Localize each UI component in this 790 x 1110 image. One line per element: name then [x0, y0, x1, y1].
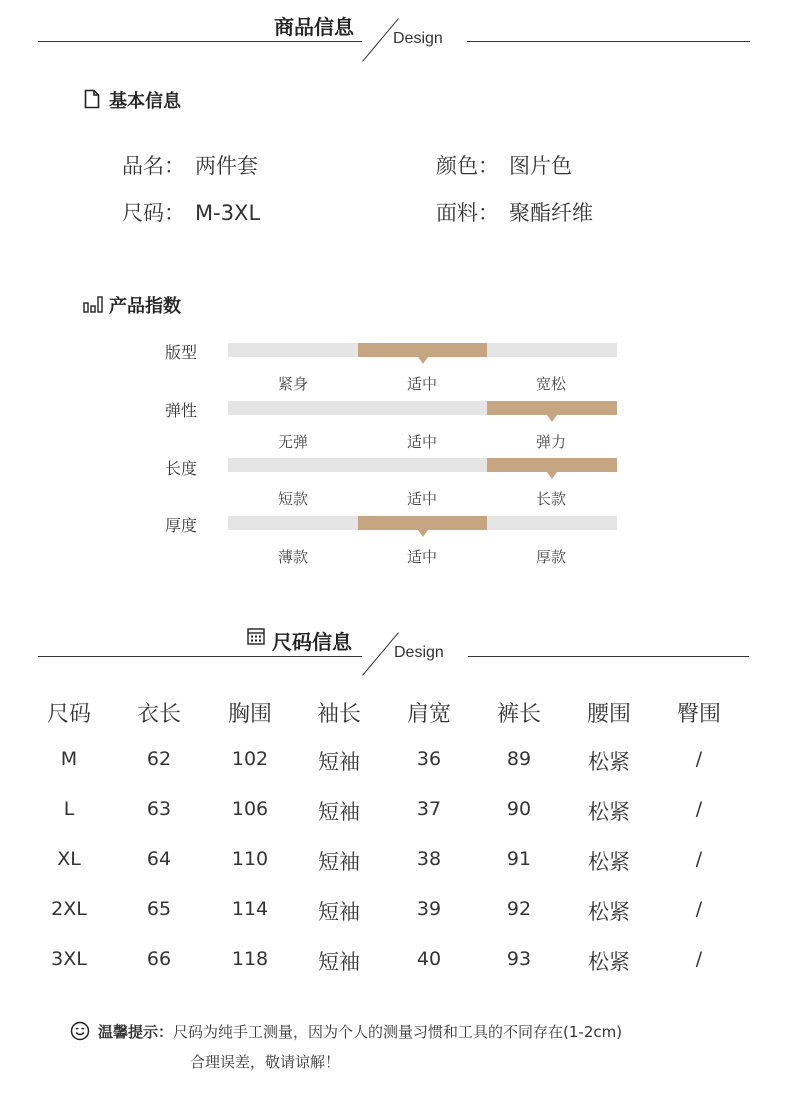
table-cell: / [695, 898, 703, 920]
table-cell: 2XL [51, 898, 87, 920]
table-header-cell: 胸围 [227, 702, 272, 727]
table-cell: 114 [231, 898, 269, 920]
table-cell: 松紧 [588, 750, 630, 774]
header-design-word: Design [394, 644, 444, 661]
index-row-label: 长度 [165, 459, 198, 478]
table-cell: 短袖 [318, 850, 360, 874]
header-right-rule [468, 656, 749, 657]
product-index-title: 产品指数 [109, 296, 181, 317]
tip-text-2: 合理误差，敬请谅解！ [190, 1053, 341, 1071]
table-cell: 短袖 [318, 950, 360, 974]
table-cell: 110 [231, 848, 269, 870]
table-cell: / [695, 948, 703, 970]
index-track [228, 343, 617, 357]
calendar-grid-icon [247, 627, 265, 645]
index-option: 无弹 [277, 433, 308, 451]
table-header-cell: 腰围 [586, 702, 631, 727]
table-cell: 63 [146, 798, 172, 820]
table-cell: 65 [146, 898, 172, 920]
basic-info-title: 基本信息 [109, 91, 181, 112]
field-value: 图片色 [509, 154, 572, 178]
index-option: 弹力 [535, 433, 566, 451]
tip-line-1 [98, 1021, 622, 1042]
table-cell: 39 [416, 898, 442, 920]
table-header-cell: 肩宽 [406, 702, 451, 727]
table-cell: 93 [506, 948, 532, 970]
index-option: 适中 [406, 490, 437, 508]
table-cell: / [695, 848, 703, 870]
index-track [228, 516, 617, 530]
index-option: 厚款 [535, 548, 566, 566]
table-cell: 64 [146, 848, 172, 870]
table-cell: 62 [146, 748, 172, 770]
table-cell: 91 [506, 848, 532, 870]
field-value: 聚酯纤维 [509, 201, 593, 225]
index-option: 适中 [406, 548, 437, 566]
field-label: 面料： [436, 201, 499, 225]
index-row-label: 厚度 [165, 516, 198, 535]
field-value: 两件套 [195, 154, 258, 178]
index-indicator [487, 458, 617, 472]
table-cell: 38 [416, 848, 442, 870]
table-cell: 松紧 [588, 900, 630, 924]
index-row-label: 版型 [165, 343, 198, 362]
table-cell: 短袖 [318, 900, 360, 924]
index-indicator [358, 516, 488, 530]
index-indicator [358, 343, 488, 357]
index-option: 薄款 [277, 548, 308, 566]
index-option: 适中 [406, 433, 437, 451]
table-cell: 102 [231, 748, 269, 770]
table-header-cell: 裤长 [496, 702, 541, 727]
index-option: 长款 [535, 490, 566, 508]
table-cell: / [695, 798, 703, 820]
bar-chart-icon [83, 295, 103, 313]
index-track [228, 401, 617, 415]
table-cell: 90 [506, 798, 532, 820]
field-fabric [436, 197, 593, 227]
header-left-rule [38, 656, 362, 657]
table-cell: 92 [506, 898, 532, 920]
header-title: 尺码信息 [272, 630, 352, 654]
table-cell: XL [57, 848, 81, 870]
index-option: 适中 [406, 375, 437, 393]
index-option: 宽松 [535, 375, 566, 393]
table-header-cell: 尺码 [46, 702, 91, 727]
header-right-rule [467, 41, 750, 42]
document-icon [84, 89, 100, 109]
smile-icon [70, 1021, 90, 1041]
table-header-cell: 衣长 [136, 702, 181, 727]
table-cell: 松紧 [588, 800, 630, 824]
table-cell: 40 [416, 948, 442, 970]
table-cell: 松紧 [588, 950, 630, 974]
header-left-rule [38, 41, 362, 42]
table-cell: 36 [416, 748, 442, 770]
table-cell: 66 [146, 948, 172, 970]
field-label: 颜色： [436, 154, 499, 178]
index-track [228, 458, 617, 472]
field-value: M-3XL [195, 201, 261, 225]
table-header-cell: 臀围 [676, 702, 721, 727]
tip-text-1: 尺码为纯手工测量，因为个人的测量习惯和工具的不同存在(1-2cm) [173, 1023, 623, 1041]
table-cell: 89 [506, 748, 532, 770]
table-cell: 短袖 [318, 750, 360, 774]
index-option: 紧身 [277, 375, 308, 393]
header-title: 商品信息 [274, 15, 354, 39]
field-size [122, 197, 260, 227]
table-cell: 118 [231, 948, 269, 970]
field-product-name [122, 150, 258, 180]
table-cell: 106 [231, 798, 269, 820]
table-cell: M [60, 748, 78, 770]
table-cell: 松紧 [588, 850, 630, 874]
table-cell: / [695, 748, 703, 770]
header-design-word: Design [393, 30, 443, 47]
field-color [436, 150, 572, 180]
index-option: 短款 [277, 490, 308, 508]
index-row-label: 弹性 [165, 401, 198, 420]
field-label: 品名： [122, 154, 185, 178]
table-cell: 短袖 [318, 800, 360, 824]
field-label: 尺码： [122, 201, 185, 225]
table-cell: 37 [416, 798, 442, 820]
table-cell: L [63, 798, 75, 820]
index-indicator [487, 401, 617, 415]
table-header-cell: 袖长 [316, 702, 361, 727]
tip-label: 温馨提示： [98, 1023, 174, 1041]
table-cell: 3XL [51, 948, 87, 970]
